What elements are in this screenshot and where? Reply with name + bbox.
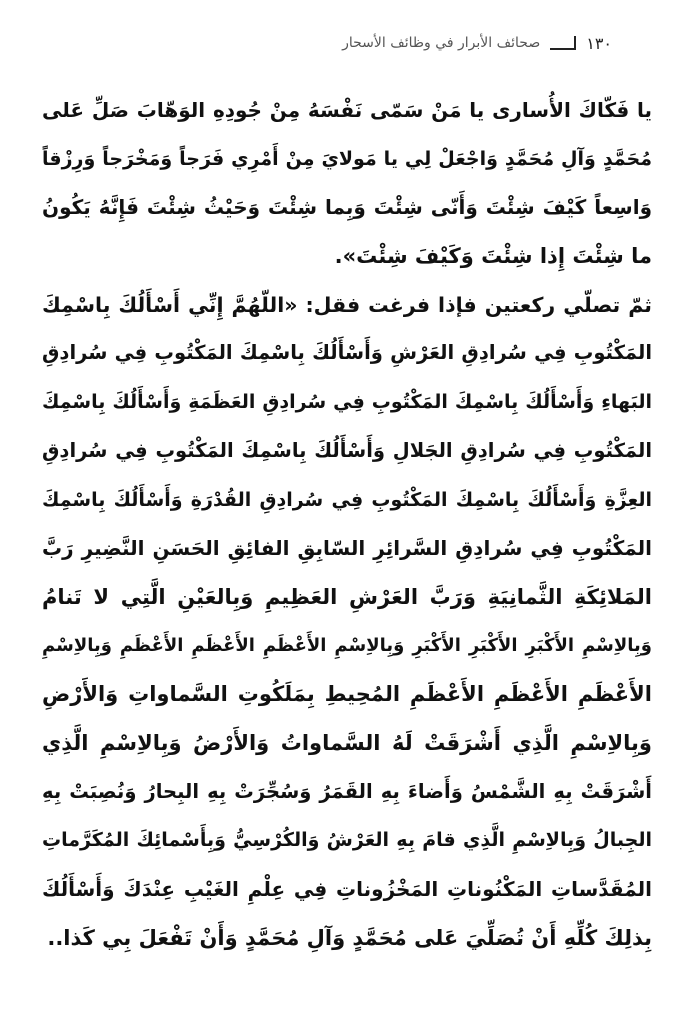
text-line: البَهاءِ وَأَسْأَلُكَ بِاسْمِكَ المَكْتُوبِ فِي سُرادِقِ العَظَمَةِ وَأَسْأَلُكَ بِاسْمِكَ — [42, 391, 652, 414]
text-line: المَلائِكَةِ الثَّمانِيَةِ وَرَبَّ العَرْشِ العَظِيمِ وَبِالعَيْنِ الَّتِي لا تَنامُ — [42, 584, 652, 609]
text-line: المُقَدَّساتِ المَكْنُوناتِ المَخْزُوناتِ فِي عِلْمِ الغَيْبِ عِنْدَكَ وَأَسْأَلُكَ — [42, 877, 652, 901]
text-line: الجِبالُ وَبِالاِسْمِ الَّذِي قامَ بِهِ العَرْشُ وَالكُرْسِيُّ وَبِأَسْمائِكَ المُكَرَّماتِ — [42, 829, 652, 852]
text-line: أَشْرَقَتْ بِهِ الشَّمْسُ وَأَضاءَ بِهِ القَمَرُ وَسُجِّرَتْ بِهِ البِحارُ وَنُصِبَتْ بِهِ — [42, 779, 652, 803]
body-text — [42, 86, 652, 962]
text-line: وَبِالاِسْمِ الَّذِي أَشْرَقَتْ لَهُ السَّماواتُ وَالأَرْضُ وَبِالاِسْمِ الَّذِي — [42, 730, 652, 755]
text-line: وَاسِعاً كَيْفَ شِئْتَ وَأَنّى شِئْتَ وَبِما شِئْتَ وَحَيْثُ شِئْتَ فَإِنَّهُ يَكُونُ — [42, 195, 652, 220]
text-line: مُحَمَّدٍ وَآلِ مُحَمَّدٍ وَاجْعَلْ لِي يا مَولايَ مِنْ أَمْرِي فَرَجاً وَمَخْرَجاً وَرِزْقاً — [42, 147, 652, 170]
text-line: المَكْتُوبِ فِي سُرادِقِ الجَلالِ وَأَسْأَلُكَ بِاسْمِكَ المَكْتُوبِ فِي سُرادِقِ — [42, 438, 652, 462]
text-line: يا فَكّاكَ الأُسارى يا مَنْ سَمّى نَفْسَهُ مِنْ جُودِهِ الوَهّابَ صَلِّ عَلى — [42, 98, 652, 122]
text-line: المَكْتُوبِ فِي سُرادِقِ العَرْشِ وَأَسْأَلُكَ بِاسْمِكَ المَكْتُوبِ فِي سُرادِقِ — [42, 341, 652, 365]
page-number: ١٣٠ — [586, 33, 612, 53]
running-header — [240, 30, 612, 56]
header-ornament-mark — [550, 36, 576, 50]
text-line: العِزَّةِ وَأَسْأَلُكَ بِاسْمِكَ المَكْتُوبِ فِي سُرادِقِ القُدْرَةِ وَأَسْأَلُكَ بِاسْمِكَ — [42, 488, 652, 511]
running-header-title: صحائف الأبرار في وظائف الأسحار — [342, 35, 541, 51]
text-line: بِذلِكَ كُلِّهِ أَنْ تُصَلِّيَ عَلى مُحَمَّدٍ وَآلِ مُحَمَّدٍ وَأَنْ تَفْعَلَ بِي كَذا.. — [47, 925, 652, 950]
text-line: ما شِئْتَ إِذا شِئْتَ وَكَيْفَ شِئْتَ». — [334, 244, 652, 269]
text-line: المَكْتُوبِ فِي سُرادِقِ السَّرائِرِ السّابِقِ الفائِقِ الحَسَنِ النَّضِيرِ رَبَّ — [42, 536, 652, 561]
text-line: وَبِالاِسْمِ الأَكْبَرِ الأَكْبَرِ الأَكْبَرِ وَبِالاِسْمِ الأَعْظَمِ الأَعْظَمِ الأَعْظَمِ وَبِالاِسْمِ — [42, 634, 652, 656]
text-line: الأَعْظَمِ الأَعْظَمِ الأَعْظَمِ المُحِيطِ بِمَلَكُوتِ السَّماواتِ وَالأَرْضِ — [42, 682, 652, 707]
text-line: ثمّ تصلّي ركعتين فإذا فرغت فقل: «اللّهُمَّ إِنِّي أَسْأَلُكَ بِاسْمِكَ — [42, 292, 652, 317]
